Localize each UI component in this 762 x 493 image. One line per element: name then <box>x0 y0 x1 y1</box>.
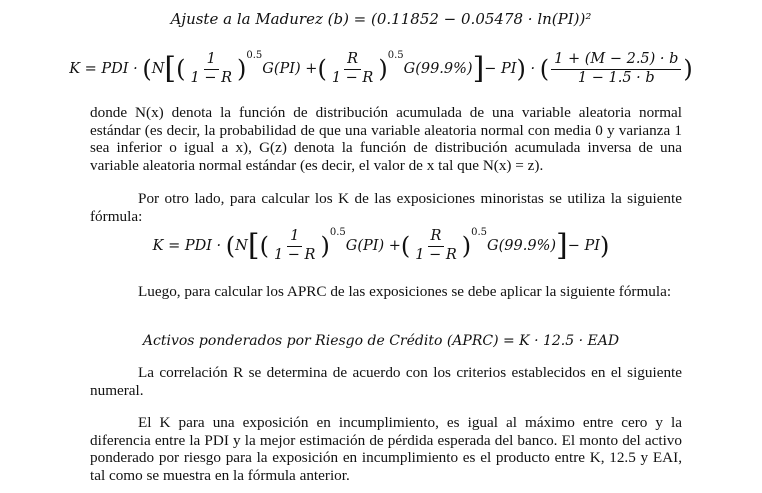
capital-requirement-equation: K = PDI · ( N [ ( $\frac{1}{1 - R}$ ) $^{0.5}$ G(PI) + ( $\frac{R}{1 - R}$ ) $^{0.5}$ G(99.9%) ] − PI ) · ( $\frac{1 + (M - 2.5) \cdot b}{1 - 1.5 \cdot b}$ ) <box>69 49 693 86</box>
paragraph-default-exposure: El K para una exposición en incumplimiento, es igual al máximo entre cero y la diferencia entre la PDI y la mejor estimación de pérdida esperada del banco. El monto del activo ponderado por riesgo para la exposición en incumplimiento es el producto entre K, 12.5 y EAI, tal como se muestra en la fórmula anterior. <box>90 414 682 484</box>
eq-retail-fraction-1: $\frac{1}{1 - R}$ <box>273 228 316 263</box>
eq-retail-fraction-2: $\frac{R}{1 - R}$ <box>415 228 457 263</box>
eq-lhs: K = PDI · <box>69 61 138 77</box>
maturity-adjustment-equation: Ajuste a la Madurez (b) = (0.11852 − 0.05478 · ln(PI))² <box>170 10 592 28</box>
eq-g-pi: G(PI) + <box>262 61 318 77</box>
paragraph-aprc-intro: Luego, para calcular los APRC de las exposiciones se debe aplicar la siguiente fórmula: <box>138 283 672 300</box>
paragraph-definitions: donde N(x) denota la función de distribución acumulada de una variable aleatoria normal estándar (es decir, la probabilidad de que una variable aleatoria normal con media 0 y varianza 1 sea inferior o igual a x), G(z) denota la función de distribución acumulada inversa de una variable aleatoria normal estándar (es decir, el valor de x tal que N(x) = z). <box>90 104 682 174</box>
aprc-equation: Activos ponderados por Riesgo de Crédito (APRC) = K · 12.5 · EAD <box>142 333 620 349</box>
retail-capital-equation: K = PDI · ( N [ ( $\frac{1}{1 - R}$ ) $^{0.5}$ G(PI) + ( $\frac{R}{1 - R}$ ) $^{0.5}$ G(99.9%) ] − PI ) <box>152 226 610 263</box>
paragraph-correlation: La correlación R se determina de acuerdo con los criterios establecidos en el siguiente numeral. <box>90 364 682 399</box>
eq-g-999: G(99.9%) <box>403 61 473 77</box>
eq-minus-pi: − PI <box>484 61 517 77</box>
eq-fraction-2: $\frac{R}{1 - R}$ <box>331 51 374 86</box>
eq-maturity-factor: $\frac{1 + (M - 2.5) \cdot b}{1 - 1.5 \cdot b}$ <box>551 51 681 87</box>
eq-fraction-1: $\frac{1}{1 - R}$ <box>190 51 233 86</box>
paragraph-retail-intro: Por otro lado, para calcular los K de las exposiciones minoristas se utiliza la siguiente fórmula: <box>90 190 682 225</box>
eq-normal-cdf: N <box>151 61 165 77</box>
